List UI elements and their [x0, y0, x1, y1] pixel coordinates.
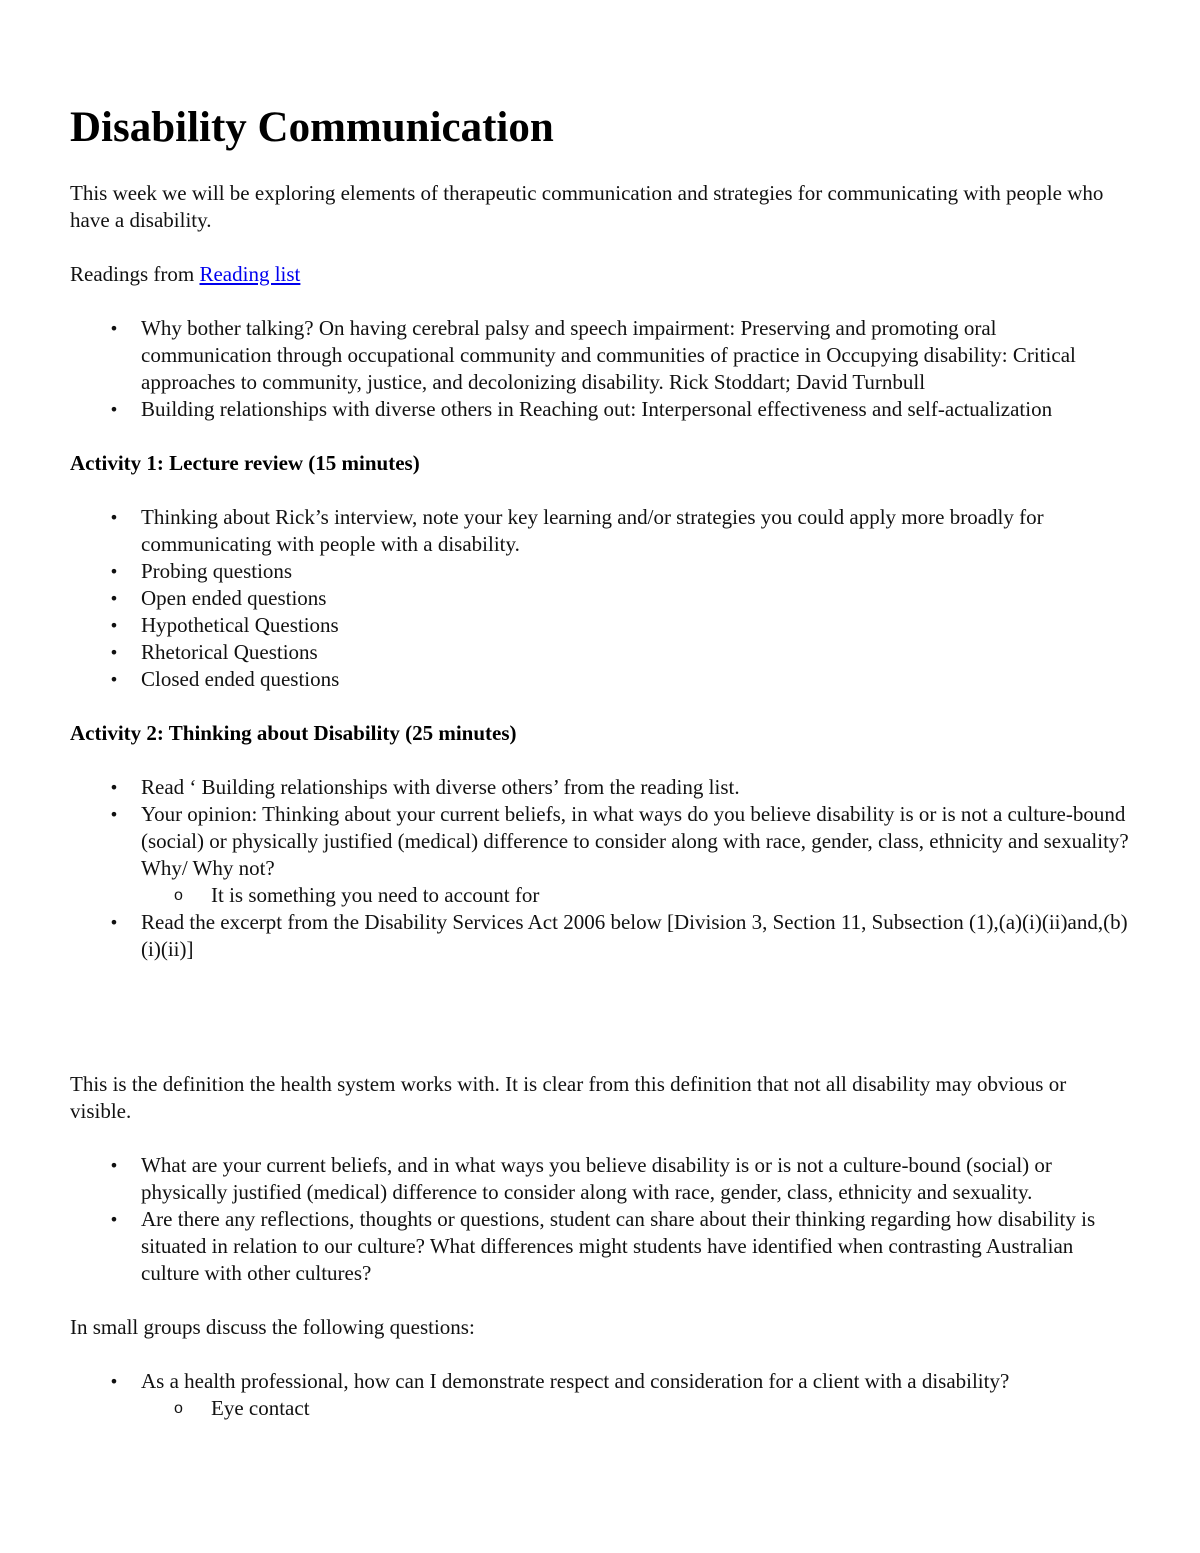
reflection-list	[70, 1152, 1130, 1287]
list-item: • Thinking about Rick’s interview, note your key learning and/or strategies you could apply more broadly for communicating with people with a disability.	[70, 504, 1130, 558]
bullet-icon: •	[109, 1210, 119, 1229]
list-item: • What are your current beliefs, and in what ways you believe disability is or is not a culture-bound (social) or physically justified (medical) difference to consider along with race, gender, class, ethnicity and sexuality.	[70, 1152, 1130, 1206]
activity-2-list	[70, 774, 1130, 963]
activity-2-heading: Activity 2: Thinking about Disability (25 minutes)	[70, 721, 517, 745]
sub-list	[141, 1395, 1130, 1422]
page-title: Disability Communication	[70, 104, 554, 151]
sub-list	[141, 882, 1130, 909]
group-list	[70, 1368, 1130, 1422]
bullet-icon: •	[109, 319, 119, 338]
bullet-icon: •	[109, 778, 119, 797]
bullet-icon: •	[109, 670, 119, 689]
list-item: • Your opinion: Thinking about your current beliefs, in what ways do you believe disability is or is not a culture-bound (social) or physically justified (medical) difference to consider along with race, gender, class, ethnicity and sexuality? Why/ Why not? o It is something you need to account for	[70, 801, 1130, 909]
list-item: • Probing questions	[70, 558, 1130, 585]
list-item: • Why bother talking? On having cerebral palsy and speech impairment: Preserving and promoting oral communication through occupational community and communities of practice in Occupying disability: Critical approaches to community, justice, and decolonizing disability. Rick Stoddart; David Turnbull	[70, 315, 1130, 396]
bullet-icon: •	[109, 616, 119, 635]
readings-line	[70, 261, 1130, 288]
bullet-icon: •	[109, 1156, 119, 1175]
bullet-icon: •	[109, 508, 119, 527]
circle-bullet-icon: o	[174, 887, 183, 904]
sub-list-item: o It is something you need to account for	[174, 883, 540, 907]
list-item: • Rhetorical Questions	[70, 639, 1130, 666]
bullet-icon: •	[109, 643, 119, 662]
bullet-icon: •	[109, 805, 119, 824]
bullet-icon: •	[109, 589, 119, 608]
circle-bullet-icon: o	[174, 1400, 183, 1417]
list-item: • As a health professional, how can I demonstrate respect and consideration for a client with a disability? o Eye contact	[70, 1368, 1130, 1422]
sub-list-item: o Eye contact	[174, 1396, 310, 1420]
definition-note: This is the definition the health system works with. It is clear from this definition that not all disability may obvious or visible.	[70, 1072, 1067, 1123]
list-item: • Closed ended questions	[70, 666, 1130, 693]
list-item: • Read ‘ Building relationships with diverse others’ from the reading list.	[70, 774, 1130, 801]
list-item: • Read the excerpt from the Disability Services Act 2006 below [Division 3, Section 11, Subsection (1),(a)(i)(ii)and,(b)(i)(ii)]	[70, 909, 1130, 963]
readings-list	[70, 315, 1130, 423]
activity-1-heading: Activity 1: Lecture review (15 minutes)	[70, 451, 420, 475]
activity-1-list	[70, 504, 1130, 693]
document-page	[70, 100, 1130, 1422]
reading-list-link[interactable]: Reading list	[199, 262, 301, 286]
bullet-icon: •	[109, 400, 119, 419]
readings-prefix: Readings from	[70, 262, 200, 286]
list-item: • Hypothetical Questions	[70, 612, 1130, 639]
bullet-icon: •	[109, 1372, 119, 1391]
list-item: • Open ended questions	[70, 585, 1130, 612]
group-prompt: In small groups discuss the following questions:	[70, 1315, 475, 1339]
intro-paragraph: This week we will be exploring elements of therapeutic communication and strategies for communicating with people who have a disability.	[70, 181, 1104, 232]
bullet-icon: •	[109, 913, 119, 932]
bullet-icon: •	[109, 562, 119, 581]
list-item: • Building relationships with diverse others in Reaching out: Interpersonal effectiveness and self-actualization	[70, 396, 1130, 423]
list-item: • Are there any reflections, thoughts or questions, student can share about their thinking regarding how disability is situated in relation to our culture? What differences might students have identified when contrasting Australian culture with other cultures?	[70, 1206, 1130, 1287]
